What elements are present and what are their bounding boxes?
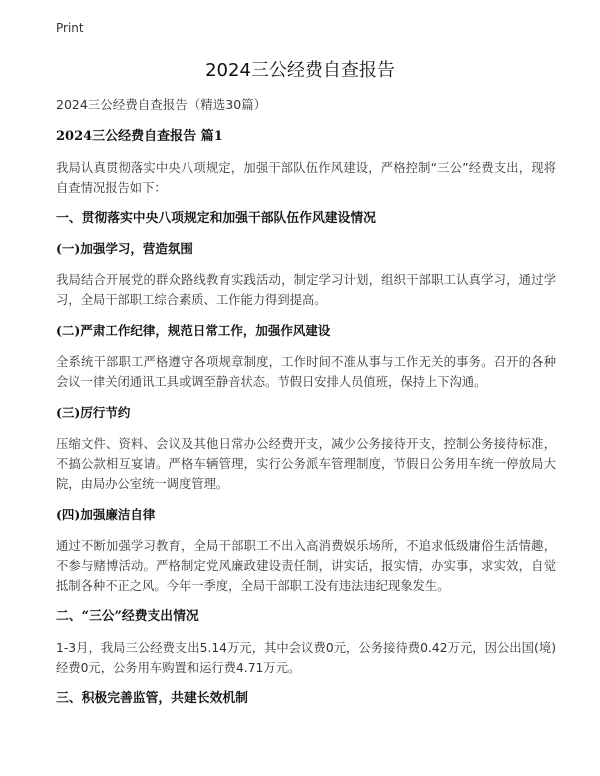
part1-sub3-paragraph: 压缩文件、资料、会议及其他日常办公经费开支，减少公务接待开支，控制公务接待标准，不搞公款相互宴请。严格车辆管理，实行公务派车管理制度，节假日公务用车统一停放局大院，由局办公室统一调度管理。 bbox=[56, 437, 556, 491]
part1-sub2-heading: (二)严肃工作纪律，规范日常工作，加强作风建设 bbox=[56, 323, 331, 338]
part1-sub1-heading: (一)加强学习，营造氛围 bbox=[56, 241, 193, 256]
part3-heading: 三、积极完善监管，共建长效机制 bbox=[56, 691, 248, 706]
section-title: 2024三公经费自查报告 篇1 bbox=[56, 129, 223, 144]
print-label[interactable]: Print bbox=[56, 21, 84, 35]
part1-sub2-paragraph: 全系统干部职工严格遵守各项规章制度，工作时间不准从事与工作无关的事务。召开的各种会议一律关闭通讯工具或调至静音状态。节假日安排人员值班，保持上下沟通。 bbox=[56, 355, 556, 389]
part1-sub1-paragraph: 我局结合开展党的群众路线教育实践活动，制定学习计划，组织干部职工认真学习，通过学习，全局干部职工综合素质、工作能力得到提高。 bbox=[56, 273, 556, 307]
document-subtitle: 2024三公经费自查报告（精选30篇） bbox=[56, 97, 267, 112]
part2-heading: 二、“三公”经费支出情况 bbox=[56, 609, 199, 624]
part1-sub3-heading: (三)厉行节约 bbox=[56, 405, 131, 420]
intro-paragraph: 我局认真贯彻落实中央八项规定，加强干部队伍作风建设，严格控制“三公”经费支出，现将自查情况报告如下： bbox=[56, 161, 556, 195]
part2-paragraph: 1-3月，我局三公经费支出5.14万元，其中会议费0元，公务接待费0.42万元，因公出国(境)经费0元，公务用车购置和运行费4.71万元。 bbox=[56, 641, 556, 675]
page-title: 2024三公经费自查报告 bbox=[205, 60, 395, 81]
part1-sub4-paragraph: 通过不断加强学习教育，全局干部职工不出入高消费娱乐场所，不追求低级庸俗生活情趣，不参与赌博活动。严格制定党风廉政建设责任制，讲实话，报实情，办实事，求实效，自觉抵制各种不正之风。今年一季度，全局干部职工没有违法违纪现象发生。 bbox=[56, 539, 556, 593]
part1-sub4-heading: (四)加强廉洁自律 bbox=[56, 507, 156, 522]
part1-heading: 一、贯彻落实中央八项规定和加强干部队伍作风建设情况 bbox=[56, 211, 376, 226]
document-body bbox=[56, 96, 556, 720]
